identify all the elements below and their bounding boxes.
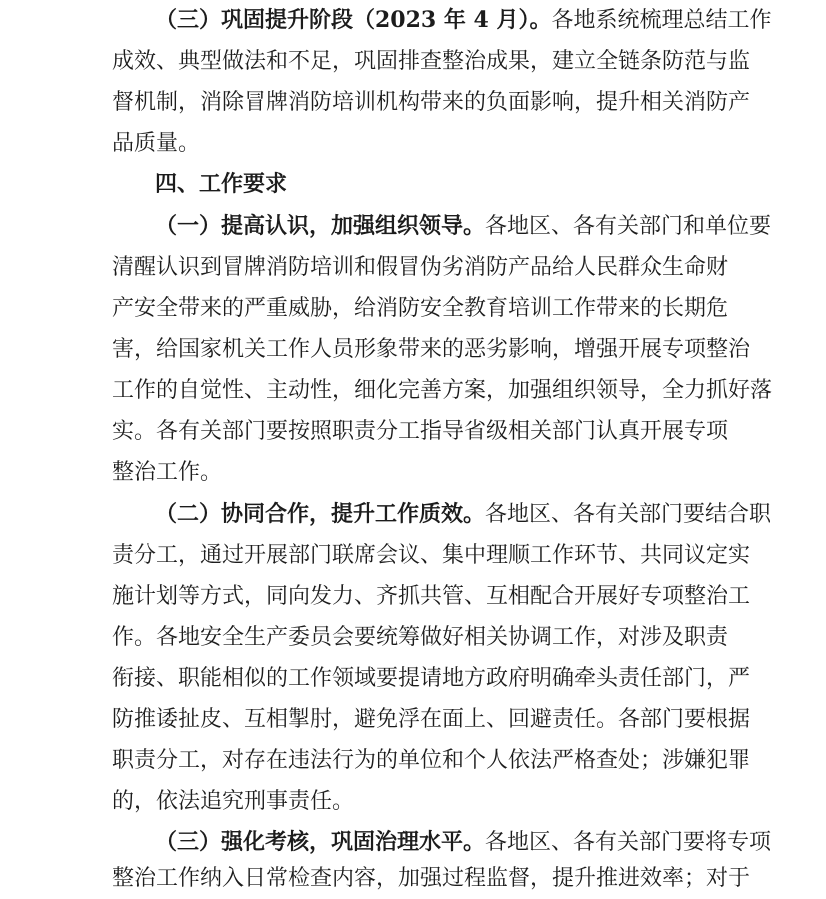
subsection-title: （二）协同合作，提升工作质效。 [155,501,486,527]
paragraph-line: 职责分工，对存在违法行为的单位和个人依法严格查处；涉嫌犯罪 [112,748,751,773]
subsection-title: （三）巩固提升阶段（2023 年 4 月）。 [155,7,552,33]
paragraph-line: 实。各有关部门要按照职责分工指导省级相关部门认真开展专项 [112,419,729,444]
paragraph-line: 清醒认识到冒牌消防培训和假冒伪劣消防产品给人民群众生命财 [112,255,729,280]
paragraph-line: 衔接、职能相似的工作领域要提请地方政府明确牵头责任部门，严 [112,666,751,691]
paragraph-text: 各地区、各有关部门要结合职 [485,502,772,527]
paragraph-line: 成效、典型做法和不足，巩固排查整治成果，建立全链条防范与监 [112,49,751,74]
paragraph-line: 防推诿扯皮、互相掣肘，避免浮在面上、回避责任。各部门要根据 [112,707,751,732]
paragraph-line: 产安全带来的严重威胁，给消防安全教育培训工作带来的长期危 [112,296,729,321]
subsection-title: （一）提高认识，加强组织领导。 [155,213,486,239]
paragraph-text: 各地区、各有关部门和单位要 [485,214,772,239]
paragraph-line: 品质量。 [112,131,201,156]
paragraph-text: 各地区、各有关部门要将专项 [485,830,772,855]
paragraph-line [155,822,772,863]
paragraph-line: 害，给国家机关工作人员形象带来的恶劣影响，增强开展专项整治 [112,337,751,362]
paragraph-line [155,494,772,535]
paragraph-line: 的，依法追究刑事责任。 [112,789,355,814]
paragraph-line: 责分工，通过开展部门联席会议、集中理顺工作环节、共同议定实 [112,543,751,568]
paragraph-line: 工作的自觉性、主动性，细化完善方案，加强组织领导，全力抓好落 [112,378,773,403]
paragraph-line: 作。各地安全生产委员会要统筹做好相关协调工作，对涉及职责 [112,625,729,650]
paragraph-text: 各地系统梳理总结工作 [551,8,772,33]
section-heading: 四、工作要求 [155,171,288,197]
paragraph-line: 整治工作。 [112,460,223,485]
paragraph-line [155,206,772,247]
paragraph-line [155,0,772,41]
subsection-title: （三）强化考核，巩固治理水平。 [155,829,486,855]
paragraph-line: 督机制，消除冒牌消防培训机构带来的负面影响，提升相关消防产 [112,90,751,115]
paragraph-line: 整治工作纳入日常检查内容，加强过程监督，提升推进效率；对于 [112,866,751,891]
paragraph-line: 施计划等方式，同向发力、齐抓共管、互相配合开展好专项整治工 [112,584,751,609]
